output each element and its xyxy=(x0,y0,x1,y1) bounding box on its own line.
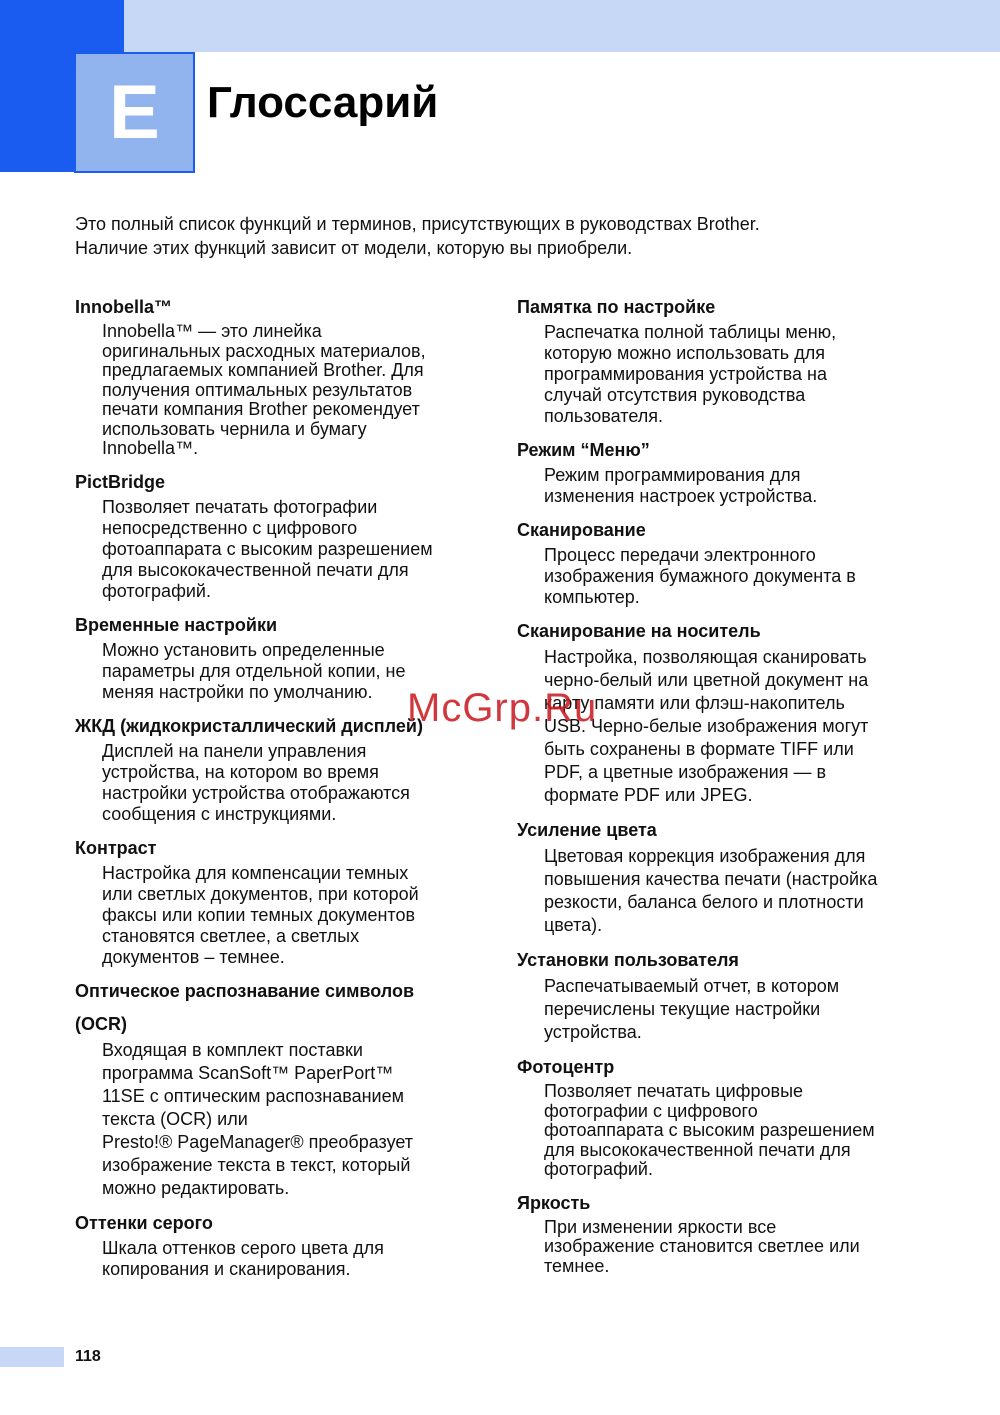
intro-line-2: Наличие этих функций зависит от модели, которую вы приобрели. xyxy=(75,238,633,258)
definition-line: Настройка для компенсации темных xyxy=(102,862,409,883)
glossary-definition xyxy=(102,497,485,602)
definition-line: для высококачественной печати для xyxy=(544,1139,851,1160)
glossary-term: Контраст xyxy=(75,837,157,858)
definition-line: USB. Черно-белые изображения могут xyxy=(544,716,869,736)
definition-line: резкости, баланса белого и плотности xyxy=(544,892,864,912)
definition-line: фотографий. xyxy=(102,580,211,601)
intro-paragraph xyxy=(75,212,935,260)
glossary-term: Временные настройки xyxy=(75,614,278,635)
definition-line: Innobella™ — это линейка xyxy=(102,321,322,341)
definition-line: перечислены текущие настройки xyxy=(544,999,821,1019)
definition-line: PDF, а цветные изображения — в xyxy=(544,762,827,782)
definition-line: компьютер. xyxy=(544,587,640,607)
glossary-right-column xyxy=(517,296,937,1288)
glossary-entry xyxy=(75,471,485,602)
definition-line: фотографии с цифрового xyxy=(544,1100,758,1121)
definition-line: становятся светлее, а светлых xyxy=(102,925,360,946)
definition-line: Позволяет печатать фотографии xyxy=(102,496,378,517)
definition-line: предлагаемых компанией Brother. Для xyxy=(102,360,424,380)
glossary-term: Фотоцентр xyxy=(517,1057,615,1077)
definition-line: Дисплей на панели управления xyxy=(102,740,367,761)
glossary-definition xyxy=(102,741,485,825)
definition-line: программа ScanSoft™ PaperPort™ xyxy=(102,1062,394,1083)
glossary-entry xyxy=(517,1056,937,1180)
glossary-term: Innobella™ xyxy=(75,297,173,317)
definition-line: сообщения с инструкциями. xyxy=(102,803,337,824)
glossary-definition xyxy=(544,322,937,427)
glossary-term: Оптическое распознавание символов xyxy=(75,980,415,1001)
definition-line: меняя настройки по умолчанию. xyxy=(102,681,373,702)
page-title: Глоссарий xyxy=(207,78,439,127)
definition-line: для высококачественной печати для xyxy=(102,559,409,580)
definition-line: фотографий. xyxy=(544,1159,653,1179)
definition-line: текста (OCR) или xyxy=(102,1108,248,1129)
definition-line: получения оптимальных результатов xyxy=(102,379,413,400)
definition-line: Можно установить определенные xyxy=(102,639,385,660)
glossary-definition xyxy=(544,845,937,937)
glossary-definition xyxy=(102,322,485,459)
definition-line: Режим программирования для xyxy=(544,465,801,485)
definition-line: формате PDF или JPEG. xyxy=(544,785,753,805)
glossary-term: Памятка по настройке xyxy=(517,297,716,317)
definition-line: Процесс передачи электронного xyxy=(544,545,816,565)
glossary-term: Сканирование на носитель xyxy=(517,621,761,641)
glossary-definition xyxy=(102,1039,485,1200)
definition-line: Настройка, позволяющая сканировать xyxy=(544,647,867,667)
definition-line: 11SE с оптическим распознаванием xyxy=(102,1085,404,1106)
definition-line: печати компания Brother рекомендует xyxy=(102,399,420,419)
definition-line: использовать чернила и бумагу xyxy=(102,418,367,439)
glossary-term: Сканирование xyxy=(517,520,646,540)
glossary-entry xyxy=(75,980,485,1200)
watermark: McGrp.Ru xyxy=(407,686,598,730)
definition-line: копирования и сканирования. xyxy=(102,1258,351,1279)
glossary-entry xyxy=(517,439,937,507)
definition-line: устройства. xyxy=(544,1022,642,1042)
glossary-definition xyxy=(544,1082,937,1180)
glossary-entry xyxy=(75,837,485,968)
chapter-letter: E xyxy=(109,69,160,155)
definition-line: настройки устройства отображаются xyxy=(102,782,410,803)
glossary-definition xyxy=(544,465,937,507)
glossary-term: ЖКД (жидкокристаллический дисплей) xyxy=(75,715,423,736)
glossary-term-continued: (OCR) xyxy=(75,1013,127,1034)
glossary-term: Оттенки серого xyxy=(75,1212,213,1233)
definition-line: При изменении яркости все xyxy=(544,1216,777,1237)
definition-line: случай отсутствия руководства xyxy=(544,385,806,405)
definition-line: фотоаппарата с высоким разрешением xyxy=(102,538,433,559)
definition-line: изображение становится светлее или xyxy=(544,1236,860,1256)
definition-line: Распечатка полной таблицы меню, xyxy=(544,322,837,342)
definition-line: Распечатываемый отчет, в котором xyxy=(544,976,840,996)
definition-line: факсы или копии темных документов xyxy=(102,904,416,925)
glossary-definition xyxy=(544,545,937,608)
definition-line: можно редактировать. xyxy=(102,1177,290,1198)
definition-line: быть сохранены в формате TIFF или xyxy=(544,739,854,759)
definition-line: документов – темнее. xyxy=(102,946,285,967)
header-dark-band xyxy=(0,0,124,52)
definition-line: карту памяти или флэш-накопитель xyxy=(544,693,845,713)
intro-line-1: Это полный список функций и терминов, присутствующих в руководствах Brother. xyxy=(75,214,760,234)
glossary-entry xyxy=(517,819,937,937)
glossary-entry xyxy=(75,296,485,459)
definition-line: Presto!® PageManager® преобразует xyxy=(102,1131,414,1152)
definition-line: пользователя. xyxy=(544,406,663,426)
definition-line: программирования устройства на xyxy=(544,364,827,384)
glossary-entry xyxy=(517,519,937,608)
glossary-term: Яркость xyxy=(517,1192,591,1213)
definition-line: повышения качества печати (настройка xyxy=(544,869,878,889)
glossary-entry xyxy=(517,1192,937,1277)
glossary-entry xyxy=(75,1212,485,1280)
definition-line: оригинальных расходных материалов, xyxy=(102,340,426,361)
definition-line: цвета). xyxy=(544,915,603,935)
header-left-bar xyxy=(0,52,74,172)
definition-line: Innobella™. xyxy=(102,438,199,458)
glossary-entry xyxy=(517,949,937,1044)
glossary-term: Установки пользователя xyxy=(517,950,739,970)
definition-line: Шкала оттенков серого цвета для xyxy=(102,1237,384,1258)
glossary-definition xyxy=(102,863,485,968)
definition-line: черно-белый или цветной документ на xyxy=(544,670,869,690)
glossary-entry xyxy=(517,296,937,427)
chapter-letter-box xyxy=(74,52,195,173)
glossary-term: Усиление цвета xyxy=(517,820,657,840)
definition-line: Позволяет печатать цифровые xyxy=(544,1081,804,1101)
definition-line: Цветовая коррекция изображения для xyxy=(544,846,866,866)
definition-line: Входящая в комплект поставки xyxy=(102,1039,363,1060)
glossary-definition xyxy=(544,1218,937,1277)
definition-line: изображения бумажного документа в xyxy=(544,566,856,586)
glossary-term: PictBridge xyxy=(75,471,166,492)
definition-line: темнее. xyxy=(544,1255,610,1276)
glossary-term: Режим “Меню” xyxy=(517,440,650,460)
definition-line: параметры для отдельной копии, не xyxy=(102,660,406,681)
definition-line: которую можно использовать для xyxy=(544,343,825,363)
definition-line: непосредственно с цифрового xyxy=(102,517,358,538)
header-light-band xyxy=(124,0,1000,52)
definition-line: устройства, на котором во время xyxy=(102,761,379,782)
glossary-definition xyxy=(102,1238,485,1280)
definition-line: изображение текста в текст, который xyxy=(102,1154,411,1175)
glossary-definition xyxy=(544,646,937,807)
page-number: 118 xyxy=(75,1348,101,1365)
glossary-left-column xyxy=(75,296,485,1292)
definition-line: изменения настроек устройства. xyxy=(544,486,818,506)
definition-line: или светлых документов, при которой xyxy=(102,883,419,904)
definition-line: фотоаппарата с высоким разрешением xyxy=(544,1120,875,1140)
footer-bar xyxy=(0,1347,64,1367)
glossary-entry xyxy=(75,715,485,825)
glossary-definition xyxy=(544,975,937,1044)
